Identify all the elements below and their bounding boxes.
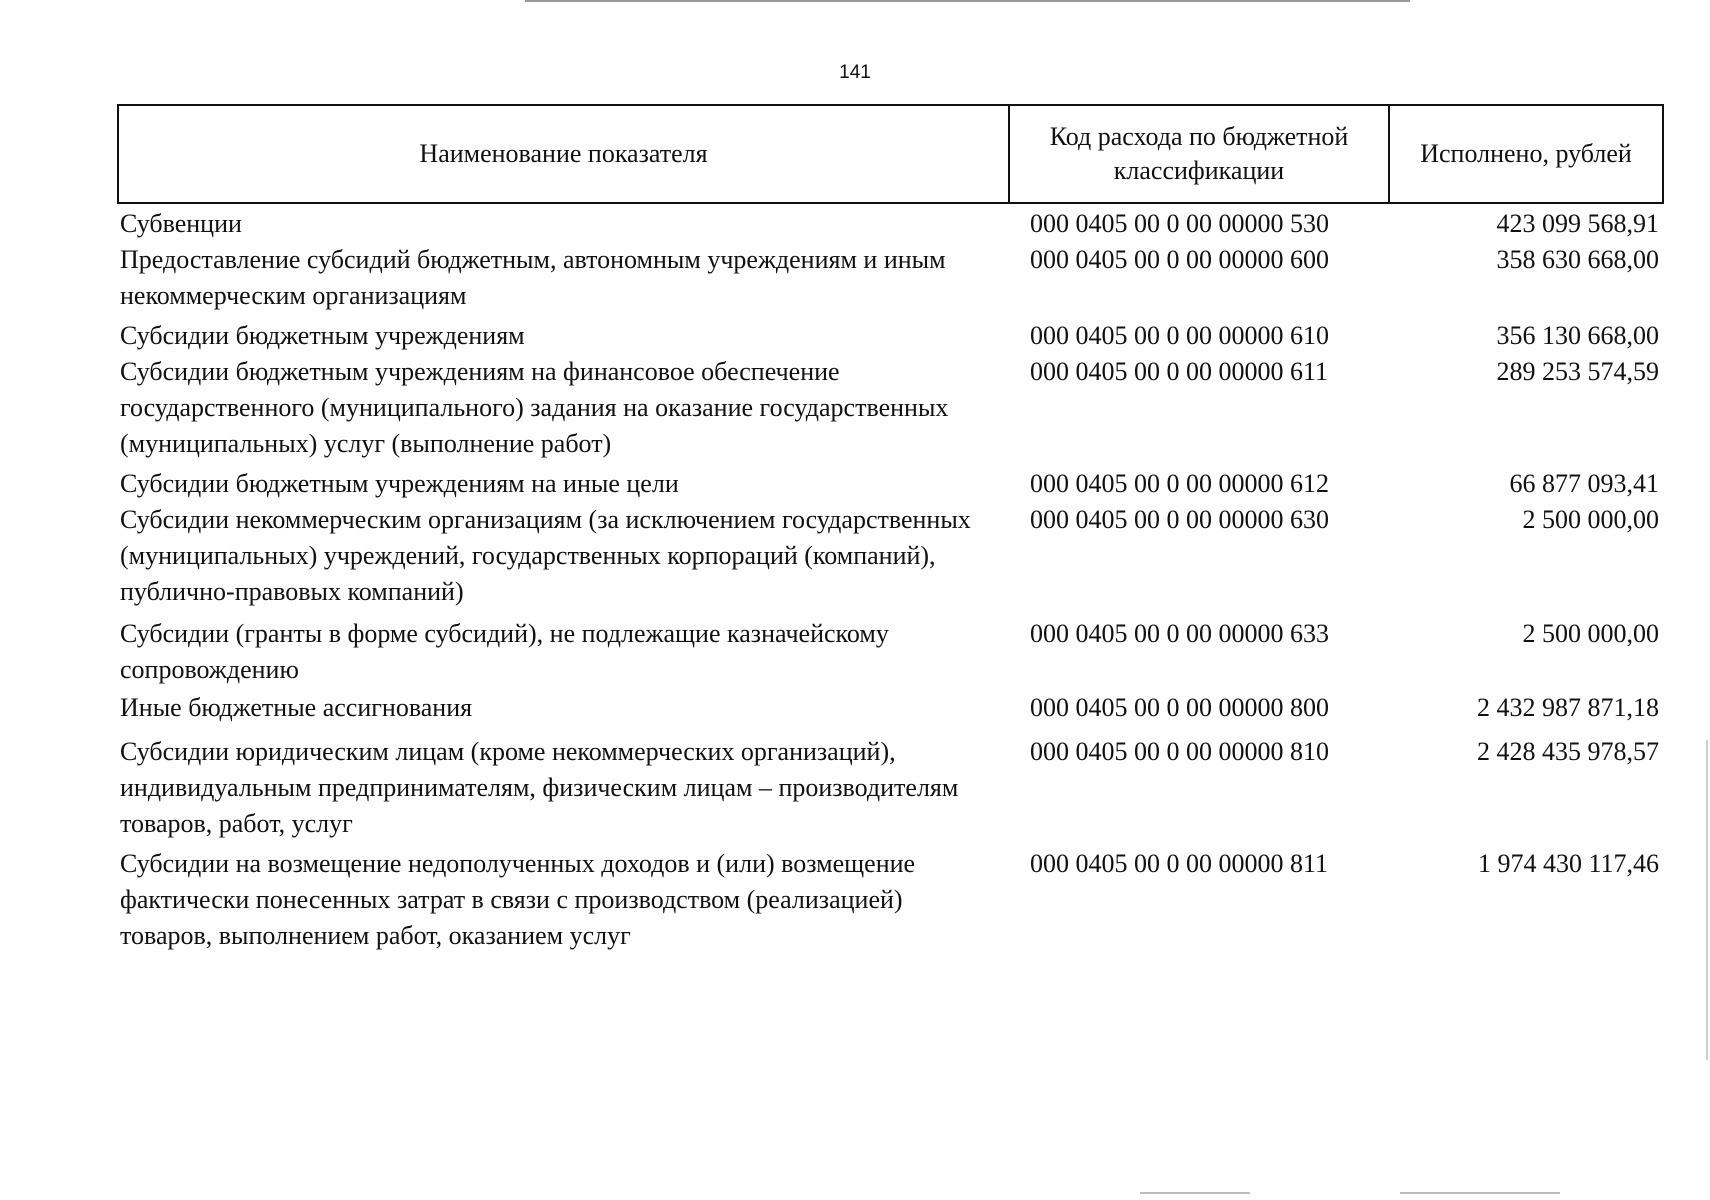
row-code: 000 0405 00 0 00 00000 610 xyxy=(1030,321,1329,350)
row-code: 000 0405 00 0 00 00000 630 xyxy=(1030,505,1329,534)
table-row xyxy=(118,466,1663,502)
scan-artifact xyxy=(1140,1192,1250,1194)
scan-top-rule xyxy=(525,0,1410,2)
budget-execution-table xyxy=(117,104,1664,958)
row-amount: 1 974 430 117,46 xyxy=(1477,849,1659,878)
row-amount: 2 500 000,00 xyxy=(1522,505,1659,534)
row-code: 000 0405 00 0 00 00000 530 xyxy=(1030,209,1329,238)
row-code: 000 0405 00 0 00 00000 611 xyxy=(1030,357,1329,386)
row-amount: 358 630 668,00 xyxy=(1496,245,1659,274)
table-row xyxy=(118,846,1663,958)
row-amount: 2 428 435 978,57 xyxy=(1477,737,1659,766)
table-row xyxy=(118,242,1663,318)
row-amount: 289 253 574,59 xyxy=(1496,357,1659,386)
table-row xyxy=(118,203,1663,242)
table-row xyxy=(118,318,1663,354)
budget-table-container xyxy=(117,104,1662,958)
header-code: Код расхода по бюджетной классификации xyxy=(1009,105,1389,203)
row-code: 000 0405 00 0 00 00000 810 xyxy=(1030,737,1329,766)
row-code: 000 0405 00 0 00 00000 612 xyxy=(1030,469,1329,498)
page-number xyxy=(0,62,1710,84)
scan-edge-mark xyxy=(1706,740,1708,1060)
row-code: 000 0405 00 0 00 00000 811 xyxy=(1030,849,1329,878)
row-amount: 356 130 668,00 xyxy=(1496,321,1659,350)
row-name: Субсидии бюджетным учреждениям xyxy=(120,321,525,350)
header-amount: Исполнено, рублей xyxy=(1389,105,1663,203)
row-name: Предоставление субсидий бюджетным, автономным учреждениям и иным некоммерческим организациям xyxy=(120,245,946,310)
table-row xyxy=(118,690,1663,734)
scan-artifact xyxy=(1400,1192,1560,1194)
row-code: 000 0405 00 0 00 00000 633 xyxy=(1030,619,1329,648)
row-name: Субвенции xyxy=(120,209,242,238)
table-row xyxy=(118,354,1663,466)
table-body xyxy=(118,203,1663,958)
row-name: Субсидии некоммерческим организациям (за исключением государственных (муниципальных) учреждений, государственных корпораций (компаний), публично-правовых компаний) xyxy=(120,505,971,606)
row-amount: 423 099 568,91 xyxy=(1496,209,1659,238)
table-row xyxy=(118,502,1663,616)
header-name: Наименование показателя xyxy=(118,105,1009,203)
row-name: Субсидии бюджетным учреждениям на иные цели xyxy=(120,469,679,498)
row-name: Субсидии (гранты в форме субсидий), не подлежащие казначейскому сопровождению xyxy=(120,619,889,684)
row-name: Субсидии бюджетным учреждениям на финансовое обеспечение государственного (муниципального) задания на оказание государственных (муниципальных) услуг (выполнение работ) xyxy=(120,357,949,458)
table-header xyxy=(118,105,1663,203)
row-amount: 66 877 093,41 xyxy=(1509,469,1659,498)
row-name: Иные бюджетные ассигнования xyxy=(120,693,473,722)
row-amount: 2 432 987 871,18 xyxy=(1477,693,1659,722)
row-amount: 2 500 000,00 xyxy=(1522,619,1659,648)
table-row xyxy=(118,616,1663,690)
table-header-row xyxy=(118,105,1663,203)
row-code: 000 0405 00 0 00 00000 600 xyxy=(1030,245,1329,274)
row-name: Субсидии на возмещение недополученных доходов и (или) возмещение фактически понесенных затрат в связи с производством (реализацией) товаров, выполнением работ, оказанием услуг xyxy=(120,849,916,950)
row-code: 000 0405 00 0 00 00000 800 xyxy=(1030,693,1329,722)
row-name: Субсидии юридическим лицам (кроме некоммерческих организаций), индивидуальным предпринимателям, физическим лицам – производителям товаров, работ, услуг xyxy=(120,737,959,838)
table-row xyxy=(118,734,1663,846)
page-number-text: 141 xyxy=(839,62,871,83)
